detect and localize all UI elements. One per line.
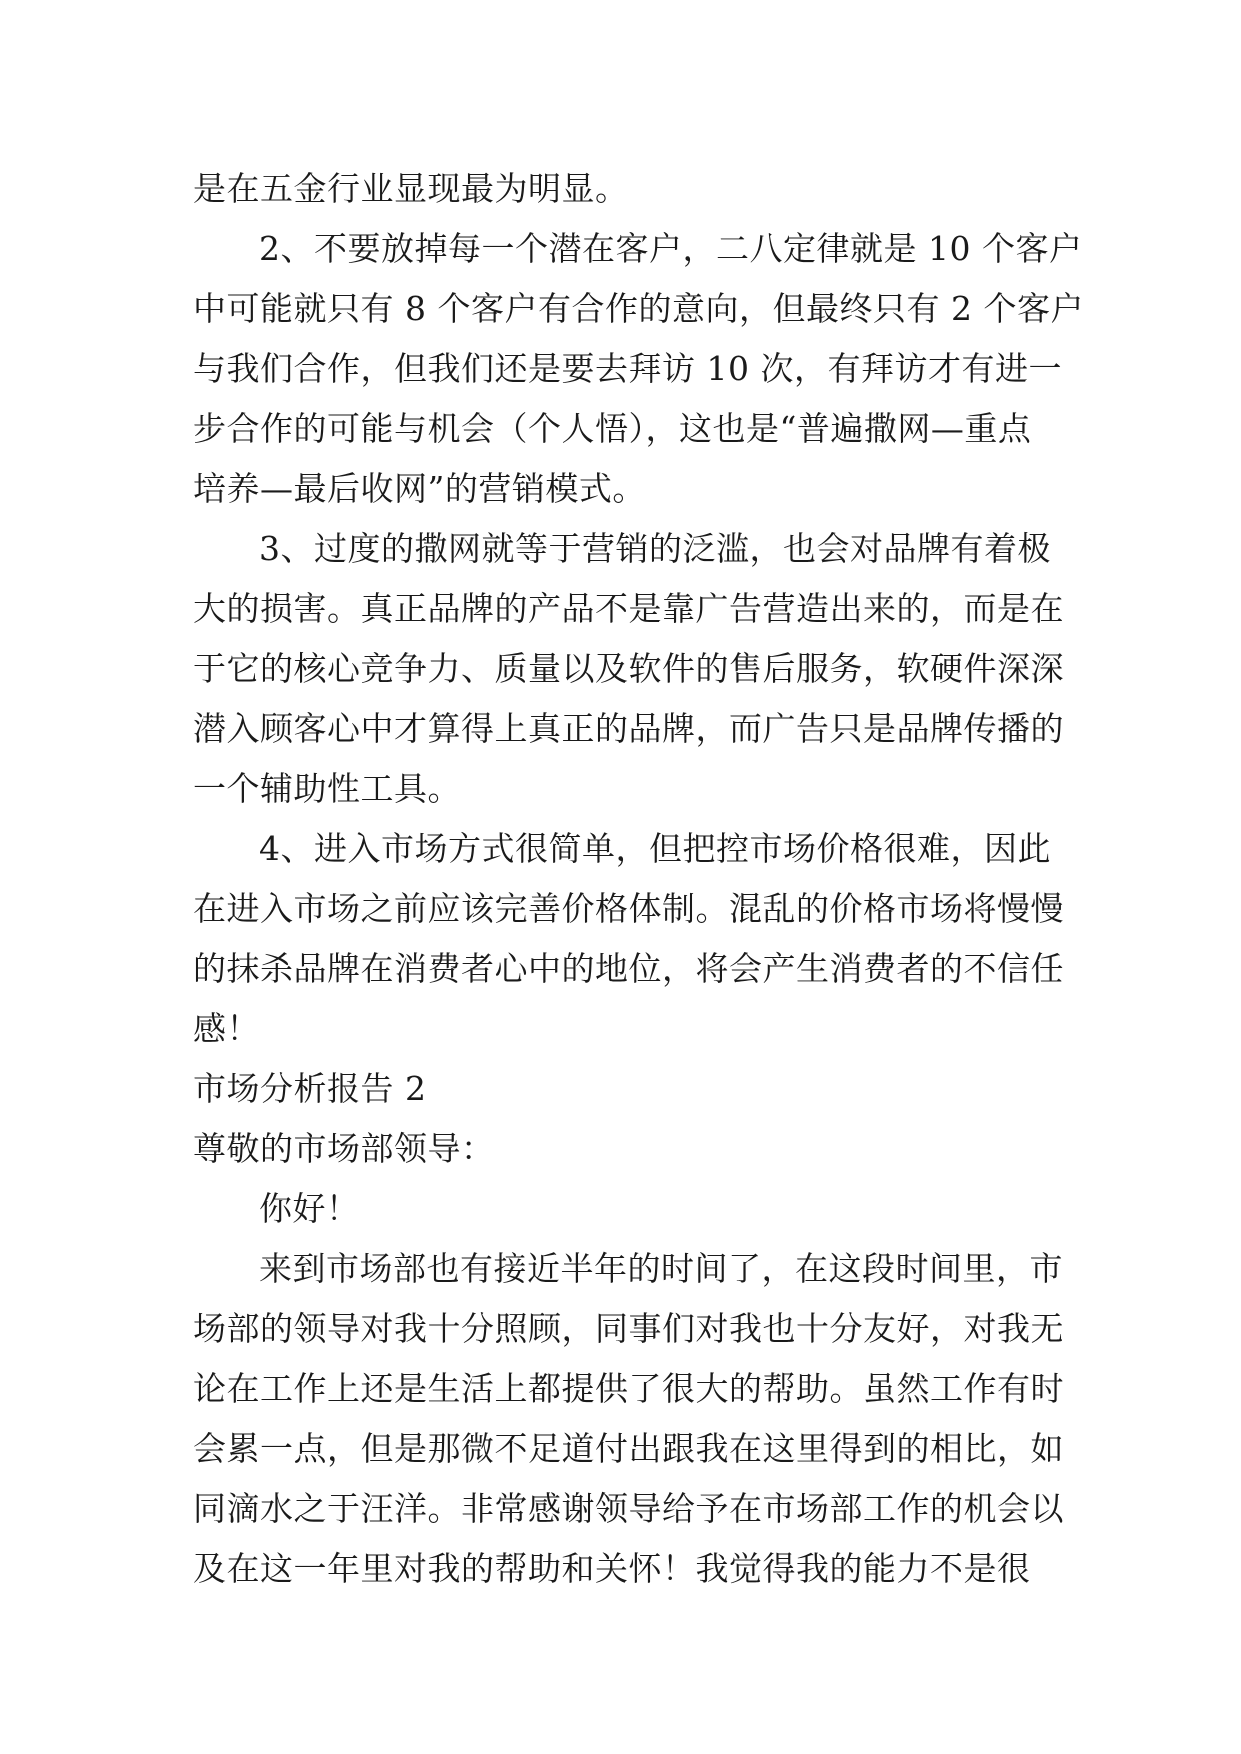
text-line: 一个辅助性工具。	[193, 769, 461, 808]
text-line: 在进入市场之前应该完善价格体制。混乱的价格市场将慢慢	[193, 889, 1064, 928]
text-line: 培养—最后收网”的营销模式。	[193, 469, 646, 508]
text-line: 中可能就只有 8 个客户有合作的意向，但最终只有 2 个客户	[193, 289, 1084, 328]
text-line: 大的损害。真正品牌的产品不是靠广告营造出来的，而是在	[193, 589, 1064, 628]
text-line: 是在五金行业显现最为明显。	[193, 169, 629, 208]
text-line: 4、进入市场方式很简单，但把控市场价格很难，因此	[259, 829, 1051, 868]
text-line: 同滴水之于汪洋。非常感谢领导给予在市场部工作的机会以	[193, 1489, 1064, 1528]
salutation: 尊敬的市场部领导：	[193, 1129, 495, 1168]
document-body	[193, 159, 1084, 1599]
text-line: 场部的领导对我十分照顾，同事们对我也十分友好，对我无	[193, 1309, 1064, 1348]
text-line: 3、过度的撒网就等于营销的泛滥，也会对品牌有着极	[259, 529, 1051, 568]
text-line: 于它的核心竞争力、质量以及软件的售后服务，软硬件深深	[193, 649, 1064, 688]
text-line: 感！	[193, 1009, 260, 1048]
text-line: 论在工作上还是生活上都提供了很大的帮助。虽然工作有时	[193, 1369, 1064, 1408]
text-line: 及在这一年里对我的帮助和关怀！我觉得我的能力不是很	[193, 1549, 1031, 1588]
section-heading: 市场分析报告 2	[193, 1069, 427, 1108]
greeting: 你好！	[259, 1189, 360, 1228]
text-line: 2、不要放掉每一个潜在客户，二八定律就是 10 个客户	[259, 229, 1083, 268]
text-line: 与我们合作，但我们还是要去拜访 10 次，有拜访才有进一	[193, 349, 1062, 388]
text-line: 步合作的可能与机会（个人悟），这也是“普遍撒网—重点	[193, 409, 1032, 448]
text-line: 会累一点，但是那微不足道付出跟我在这里得到的相比，如	[193, 1429, 1064, 1468]
text-line: 的抹杀品牌在消费者心中的地位，将会产生消费者的不信任	[193, 949, 1064, 988]
text-line: 来到市场部也有接近半年的时间了，在这段时间里，市	[259, 1249, 1063, 1288]
text-line: 潜入顾客心中才算得上真正的品牌，而广告只是品牌传播的	[193, 709, 1064, 748]
